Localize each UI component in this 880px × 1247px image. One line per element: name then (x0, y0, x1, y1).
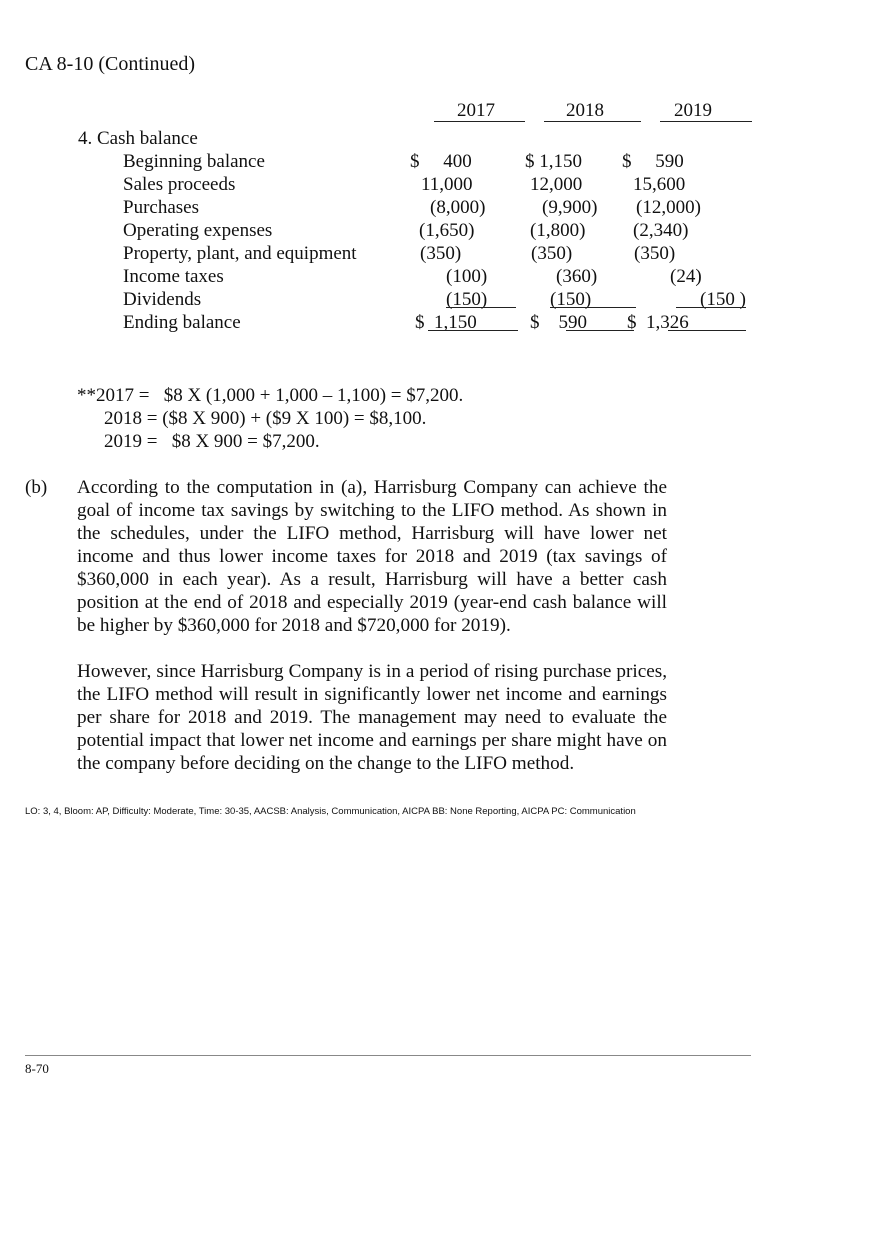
row-label: Income taxes (123, 266, 224, 287)
page-heading: CA 8-10 (Continued) (25, 53, 195, 75)
cell-2019: $ 1,326 (627, 312, 689, 333)
cell-2018: (350) (531, 243, 573, 264)
cell-2018: (9,900) (542, 197, 598, 218)
row-label: Ending balance (123, 312, 241, 333)
year-header-2017: 2017 (457, 100, 495, 121)
total-underline (566, 330, 634, 331)
row-label: Dividends (123, 289, 202, 310)
note-2017: **2017 = $8 X (1,000 + 1,000 – 1,100) = $7,200. (77, 385, 464, 406)
subtotal-underline (676, 307, 746, 308)
cell-2018: (1,800) (530, 220, 586, 241)
part-b-marker: (b) (25, 477, 48, 498)
cell-2018: (150) (550, 289, 592, 310)
cell-2018: $ 590 (530, 312, 587, 333)
part-b-paragraph-2: However, since Harrisburg Company is in a period of rising purchase prices, the LIFO method will result in significantly lower net income and earnings per share for 2018 and 2019. The management may need to evaluate the potential impact that lower net income and earnings per share might have on the company before deciding on the change to the LIFO method. (77, 661, 667, 774)
cell-2019: (24) (670, 266, 702, 287)
cell-2018: $ 1,150 (525, 151, 582, 172)
subtotal-underline (446, 307, 516, 308)
cell-2017: $ 1,150 (415, 312, 477, 333)
part-b-paragraph-1: According to the computation in (a), Harrisburg Company can achieve the goal of income tax savings by switching to the LIFO method. As shown in the schedules, under the LIFO method, Harrisburg will have lower net income and thus lower income taxes for 2018 and 2019 (tax savings of $360,000 in each year). As a result, Harrisburg will have a better cash position at the end of 2018 and especially 2019 (year-end cash balance will be higher by $360,000 for 2018 and $720,000 for 2019). (77, 477, 667, 636)
cell-2019: (2,340) (633, 220, 689, 241)
year-header-2018: 2018 (566, 100, 604, 121)
year-underline (434, 121, 525, 122)
cell-2017: (1,650) (419, 220, 475, 241)
footer-rule (25, 1055, 751, 1056)
total-underline (428, 330, 518, 331)
note-2018: 2018 = ($8 X 900) + ($9 X 100) = $8,100. (104, 408, 427, 429)
note-2019: 2019 = $8 X 900 = $7,200. (104, 431, 320, 452)
row-label: Sales proceeds (123, 174, 236, 195)
cell-2019: 15,600 (633, 174, 686, 195)
cell-2017: (350) (420, 243, 462, 264)
row-label: Purchases (123, 197, 199, 218)
section-title: 4. Cash balance (78, 128, 198, 149)
page-number: 8-70 (25, 1061, 49, 1076)
row-label: Operating expenses (123, 220, 273, 241)
year-underline (660, 121, 752, 122)
row-label: Property, plant, and equipment (123, 243, 357, 264)
cell-2017: (8,000) (430, 197, 486, 218)
cell-2017: (150) (446, 289, 488, 310)
subtotal-underline (550, 307, 636, 308)
row-label: Beginning balance (123, 151, 265, 172)
cell-2018: (360) (556, 266, 598, 287)
cell-2018: 12,000 (530, 174, 583, 195)
cell-2019: (350) (634, 243, 676, 264)
cell-2019: $ 590 (622, 151, 684, 172)
cell-2017: 11,000 (421, 174, 473, 195)
total-underline (668, 330, 746, 331)
year-header-2019: 2019 (674, 100, 712, 121)
cell-2017: $ 400 (410, 151, 472, 172)
cell-2019: (12,000) (636, 197, 701, 218)
year-underline (544, 121, 641, 122)
cell-2019: (150 ) (700, 289, 746, 310)
learning-objectives-footnote: LO: 3, 4, Bloom: AP, Difficulty: Moderate, Time: 30-35, AACSB: Analysis, Communication, AICPA BB: None Reporting, AICPA PC: Communication (25, 806, 636, 817)
cell-2017: (100) (446, 266, 488, 287)
